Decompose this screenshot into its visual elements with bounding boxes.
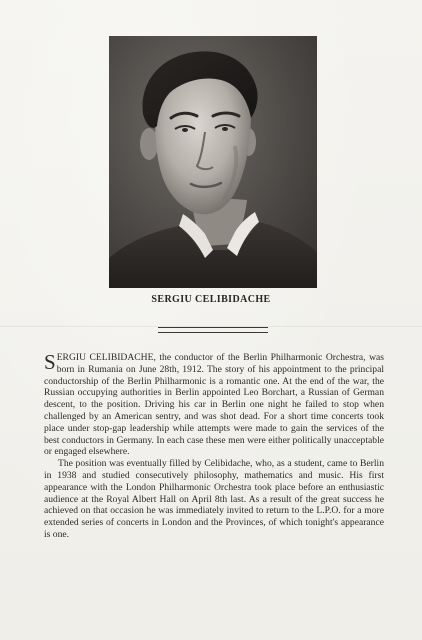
photo-caption: SERGIU CELIBIDACHE: [151, 294, 271, 305]
double-rule-divider: [158, 327, 268, 333]
drop-cap: S: [44, 350, 56, 374]
paragraph-1-lead: ERGIU CELIBIDACHE,: [56, 352, 156, 363]
conductor-portrait-photo: [109, 36, 317, 288]
paragraph-1-text: the conductor of the Berlin Philharmonic Orchestra, was born in Rumania on June 28th, 1912. The story of his appointment to the principal conductorship of the Berlin Philharmonic is a romantic one. At the end of the war, the Russian occupying authorities in Berlin appointed Leo Borchart, a Russian of German descent, to the position. Driving his car in Berlin one night he failed to stop when challenged by an American sentry, and was shot dead. For a short time concerts took place under stop-gap leadership while attempts were made to gain the services of the best conductors in Germany. In each case these men were either politically unacceptable or engaged elsewhere.: [44, 352, 384, 458]
biography-article: [44, 352, 384, 541]
paragraph-2: The position was eventually filled by Celibidache, who, as a student, came to Berlin in 1938 and studied consecutively philosophy, mathematics and music. His first appearance with the London Philharmonic Orchestra took place before an enthusiastic audience at the Royal Albert Hall on April 8th last. As a result of the great success he achieved on that occasion he was immediately invited to return to the L.P.O. for a more extended series of concerts in London and the Provinces, of which tonight's appearance is one.: [44, 458, 384, 540]
paragraph-1: [44, 352, 384, 458]
